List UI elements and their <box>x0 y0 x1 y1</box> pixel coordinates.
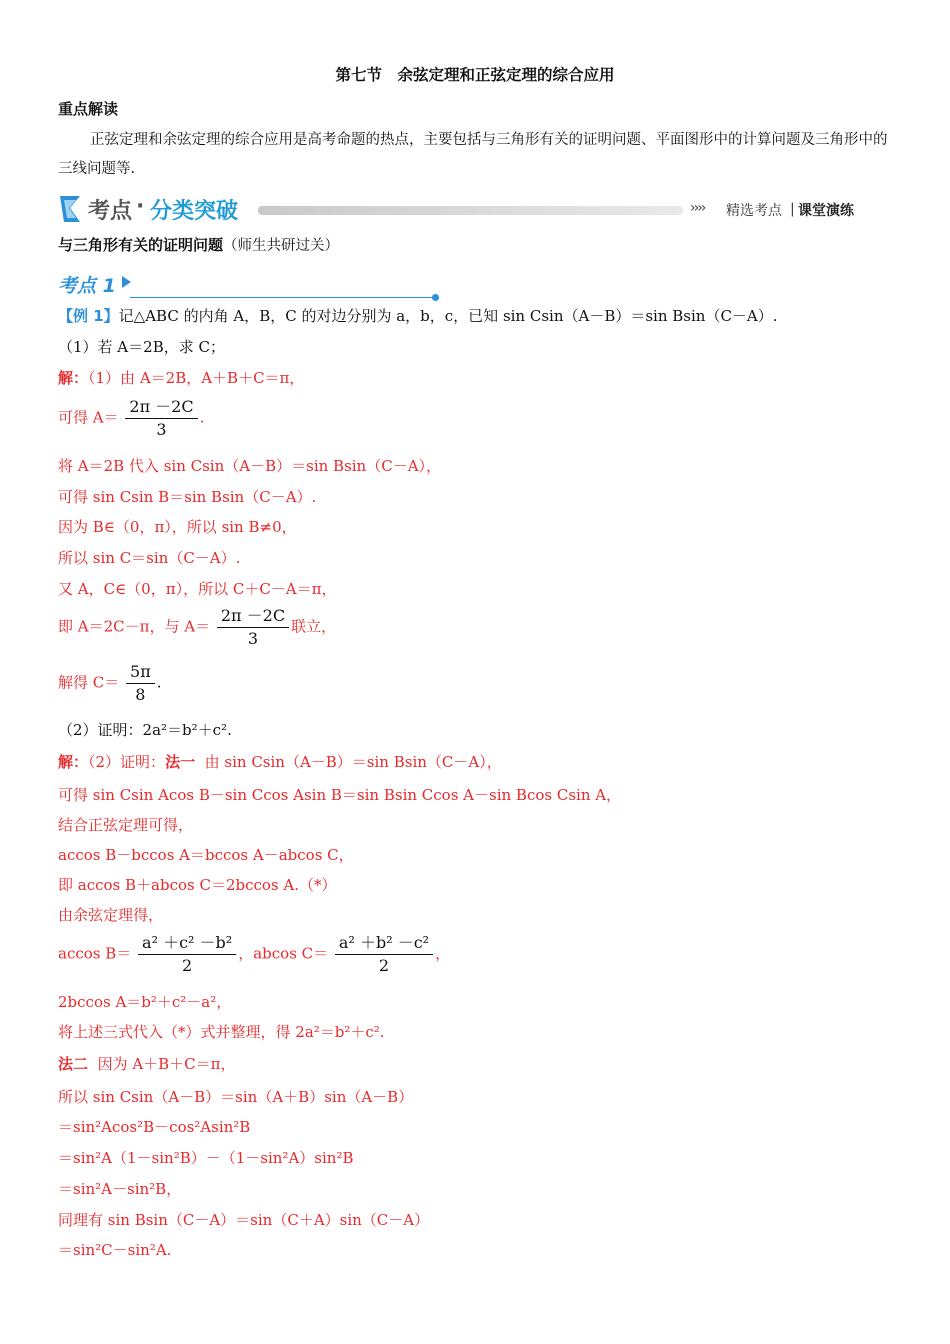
method2-line-1 <box>58 1053 236 1074</box>
solution-text: （1）由 A＝2B，A＋B＋C＝π， <box>88 369 305 387</box>
solution-line-6: 所以 sin C＝sin（C－A）. <box>58 549 241 567</box>
page-title: 第七节 余弦定理和正弦定理的综合应用 <box>335 66 615 84</box>
kaodian-dot-icon <box>432 294 439 301</box>
fraction-denominator: 2 <box>378 956 390 975</box>
solution-text: ，abcos C＝ <box>238 944 329 963</box>
intro-paragraph: 正弦定理和余弦定理的综合应用是高考命题的热点，主要包括与三角形有关的证明问题、平面图形中的计算问题及三角形中的三线问题等. <box>58 132 888 177</box>
method2-line-5: ＝sin²A－sin²B， <box>58 1180 182 1198</box>
method1-line-3: 结合正弦定理可得， <box>58 816 194 834</box>
solution-text: . <box>156 673 162 692</box>
fraction <box>217 605 289 650</box>
method1-label: 法一 <box>165 753 196 771</box>
example-stem <box>58 305 778 326</box>
method2-line-7: ＝sin²C－sin²A. <box>58 1241 172 1259</box>
solution-label: 解： <box>58 753 89 771</box>
banner-right-b: 课堂演练 <box>798 203 854 219</box>
solution-text: 解得 C＝ <box>58 673 120 692</box>
fraction <box>138 932 236 977</box>
solution-line-9 <box>58 661 162 706</box>
banner-right-a: 精选考点 <box>726 203 782 219</box>
fraction-denominator: 3 <box>156 420 167 439</box>
kaodian-divider <box>130 297 435 298</box>
solution-line-7: 又 A，C∈（0，π），所以 C＋C－A＝π， <box>58 580 337 598</box>
solution-text: 联立， <box>291 617 337 636</box>
section-heading: 重点解读 <box>58 100 119 118</box>
solution-text: accos B＝ <box>58 944 132 963</box>
solution-line-3: 将 A＝2B 代入 sin Csin（A－B）＝sin Bsin（C－A）， <box>58 457 442 475</box>
solution-line-5: 因为 B∈（0，π），所以 sin B≠0， <box>58 518 297 536</box>
solution-text: ， <box>435 944 451 963</box>
method1-line-6: 由余弦定理得， <box>58 906 164 924</box>
solution-text: 由 sin Csin（A－B）＝sin Bsin（C－A）， <box>204 753 502 771</box>
banner-bar <box>258 206 683 215</box>
question-2: （2）证明：2a²＝b²＋c². <box>58 721 232 739</box>
solution-text: 可得 A＝ <box>58 408 119 427</box>
solution-line-8 <box>58 605 336 650</box>
method1-line-2: 可得 sin Csin Acos B－sin Ccos Asin B＝sin Bsin Ccos A－sin Bcos Csin A， <box>58 786 622 804</box>
question-1: （1）若 A＝2B，求 C； <box>58 338 225 356</box>
kaodian-arrow-icon <box>122 276 131 288</box>
method2-line-6: 同理有 sin Bsin（C－A）＝sin（C＋A）sin（C－A） <box>58 1211 430 1229</box>
banner-arrows-icon: ›››› <box>690 200 705 216</box>
fraction-denominator: 8 <box>135 685 146 704</box>
fraction-numerator: a² ＋c² －b² <box>138 932 236 955</box>
method1-line-1 <box>58 751 502 772</box>
solution-text: （2）证明： <box>88 753 166 771</box>
method1-line-7 <box>58 932 450 977</box>
fraction <box>126 661 155 706</box>
solution-line-1 <box>58 367 304 388</box>
fraction-numerator: 2π －2C <box>217 605 289 628</box>
kaodian-label: 考点 1 <box>58 275 116 297</box>
method1-line-8: 2bccos A＝b²＋c²－a²， <box>58 993 232 1011</box>
subheading-main: 与三角形有关的证明问题 <box>58 236 224 254</box>
section-banner <box>58 192 858 228</box>
subheading <box>58 234 339 255</box>
example-stem-text: 记△ABC 的内角 A，B，C 的对边分别为 a，b，c，已知 sin Csin（A－B）＝sin Bsin（C－A）. <box>118 307 778 325</box>
fraction <box>335 932 433 977</box>
fraction-denominator: 3 <box>247 629 259 648</box>
subheading-note: （师生共研过关） <box>223 238 340 254</box>
method2-label: 法二 <box>58 1055 89 1073</box>
example-tag: 【例 1】 <box>58 307 119 325</box>
banner-category: 分类突破 <box>150 199 239 224</box>
fraction-numerator: 5π <box>126 661 155 684</box>
method2-line-4: ＝sin²A（1－sin²B）－（1－sin²A）sin²B <box>58 1149 354 1167</box>
fraction-numerator: a² ＋b² －c² <box>335 932 433 955</box>
method1-line-4: accos B－bccos A＝bccos A－abcos C， <box>58 846 354 864</box>
banner-kaodian: 考点 <box>88 199 133 224</box>
solution-line-4: 可得 sin Csin B＝sin Bsin（C－A）. <box>58 488 317 506</box>
fraction <box>125 396 197 441</box>
method1-line-9: 将上述三式代入（*）式并整理，得 2a²＝b²＋c². <box>58 1023 385 1041</box>
solution-text: 因为 A＋B＋C＝π， <box>97 1055 236 1073</box>
method1-line-5: 即 accos B＋abcos C＝2bccos A.（*） <box>58 876 337 894</box>
method2-line-2: 所以 sin Csin（A－B）＝sin（A＋B）sin（A－B） <box>58 1088 414 1106</box>
banner-corner-icon <box>58 194 84 224</box>
fraction-numerator: 2π －2C <box>125 396 197 419</box>
banner-dot: · <box>136 194 145 219</box>
method2-line-3: ＝sin²Acos²B－cos²Asin²B <box>58 1118 251 1136</box>
solution-label: 解： <box>58 369 89 387</box>
banner-separator: | <box>790 201 795 217</box>
fraction-denominator: 2 <box>182 956 193 975</box>
solution-text: . <box>199 408 205 427</box>
solution-text: 即 A＝2C－π，与 A＝ <box>58 617 211 636</box>
solution-line-2 <box>58 396 204 441</box>
